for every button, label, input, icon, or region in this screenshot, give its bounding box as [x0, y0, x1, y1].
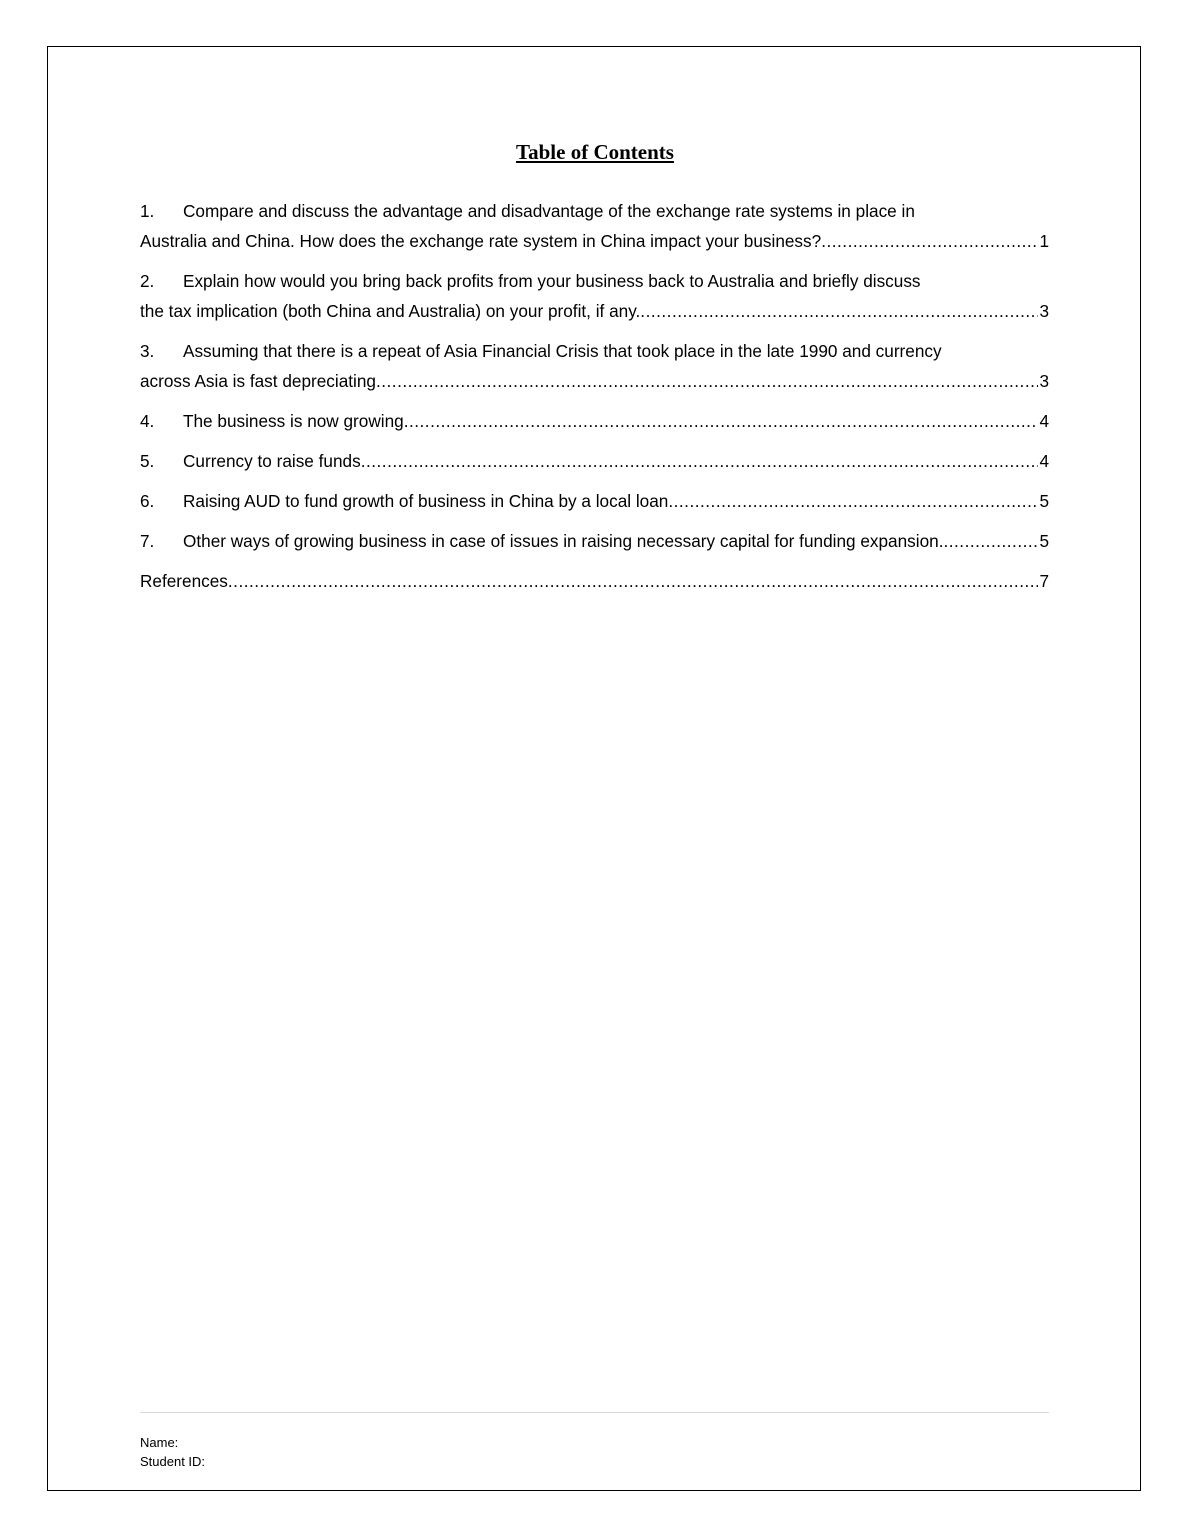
toc-dot-leader — [640, 296, 1038, 326]
toc-entry-text: Compare and discuss the advantage and disadvantage of the exchange rate systems in place in — [183, 201, 915, 221]
toc-dot-leader — [943, 526, 1038, 556]
toc-dot-leader — [821, 226, 1038, 256]
toc-entry-2[interactable] — [140, 266, 1049, 326]
toc-entry-text: Currency to raise funds — [183, 451, 361, 471]
toc-page-number: 7 — [1039, 571, 1049, 591]
toc-entry-number: 3. — [140, 341, 155, 361]
toc-page-number: 1 — [1039, 231, 1049, 251]
footer-student-id-label: Student ID: — [140, 1454, 206, 1469]
toc-entry-text: Other ways of growing business in case of issues in raising necessary capital for funding expansion. — [183, 531, 944, 551]
toc-page-number: 3 — [1039, 371, 1049, 391]
toc-entry-number: 6. — [140, 491, 155, 511]
toc-entry-text: Assuming that there is a repeat of Asia Financial Crisis that took place in the late 1990 and currency — [183, 341, 942, 361]
toc-entry-text: the tax implication (both China and Australia) on your profit, if any. — [140, 301, 641, 321]
toc-entry-references[interactable] — [140, 566, 1049, 596]
toc-dot-leader — [668, 486, 1038, 516]
toc-dot-leader — [404, 406, 1039, 436]
toc-entry-6[interactable] — [140, 486, 1049, 516]
toc-dot-leader — [376, 366, 1038, 396]
toc-title: Table of Contents — [516, 140, 674, 164]
toc-entry-3[interactable] — [140, 336, 1049, 396]
toc-entry-5[interactable] — [140, 446, 1049, 476]
toc-entry-text: References — [140, 571, 228, 591]
toc-page-number: 5 — [1039, 531, 1049, 551]
toc-page-number: 4 — [1039, 411, 1049, 431]
toc-dot-leader — [228, 566, 1039, 596]
table-of-contents — [140, 196, 1049, 606]
toc-entry-4[interactable] — [140, 406, 1049, 436]
toc-entry-number: 1. — [140, 201, 155, 221]
toc-dot-leader — [361, 446, 1039, 476]
toc-entry-7[interactable] — [140, 526, 1049, 556]
footer-divider — [140, 1412, 1049, 1413]
toc-entry-text: Australia and China. How does the exchange rate system in China impact your business? — [140, 231, 822, 251]
toc-entry-text: Explain how would you bring back profits from your business back to Australia and briefly discuss — [183, 271, 921, 291]
toc-entry-text: across Asia is fast depreciating — [140, 371, 376, 391]
toc-page-number: 3 — [1039, 301, 1049, 321]
toc-entry-number: 5. — [140, 451, 155, 471]
toc-entry-text: Raising AUD to fund growth of business in China by a local loan — [183, 491, 669, 511]
toc-entry-text: The business is now growing — [183, 411, 404, 431]
footer-name-label: Name: — [140, 1435, 179, 1450]
toc-entry-number: 2. — [140, 271, 155, 291]
toc-entry-number: 7. — [140, 531, 155, 551]
toc-page-number: 4 — [1039, 451, 1049, 471]
toc-page-number: 5 — [1039, 491, 1049, 511]
page-footer — [140, 1433, 205, 1471]
toc-entry-1[interactable] — [140, 196, 1049, 256]
toc-entry-number: 4. — [140, 411, 155, 431]
